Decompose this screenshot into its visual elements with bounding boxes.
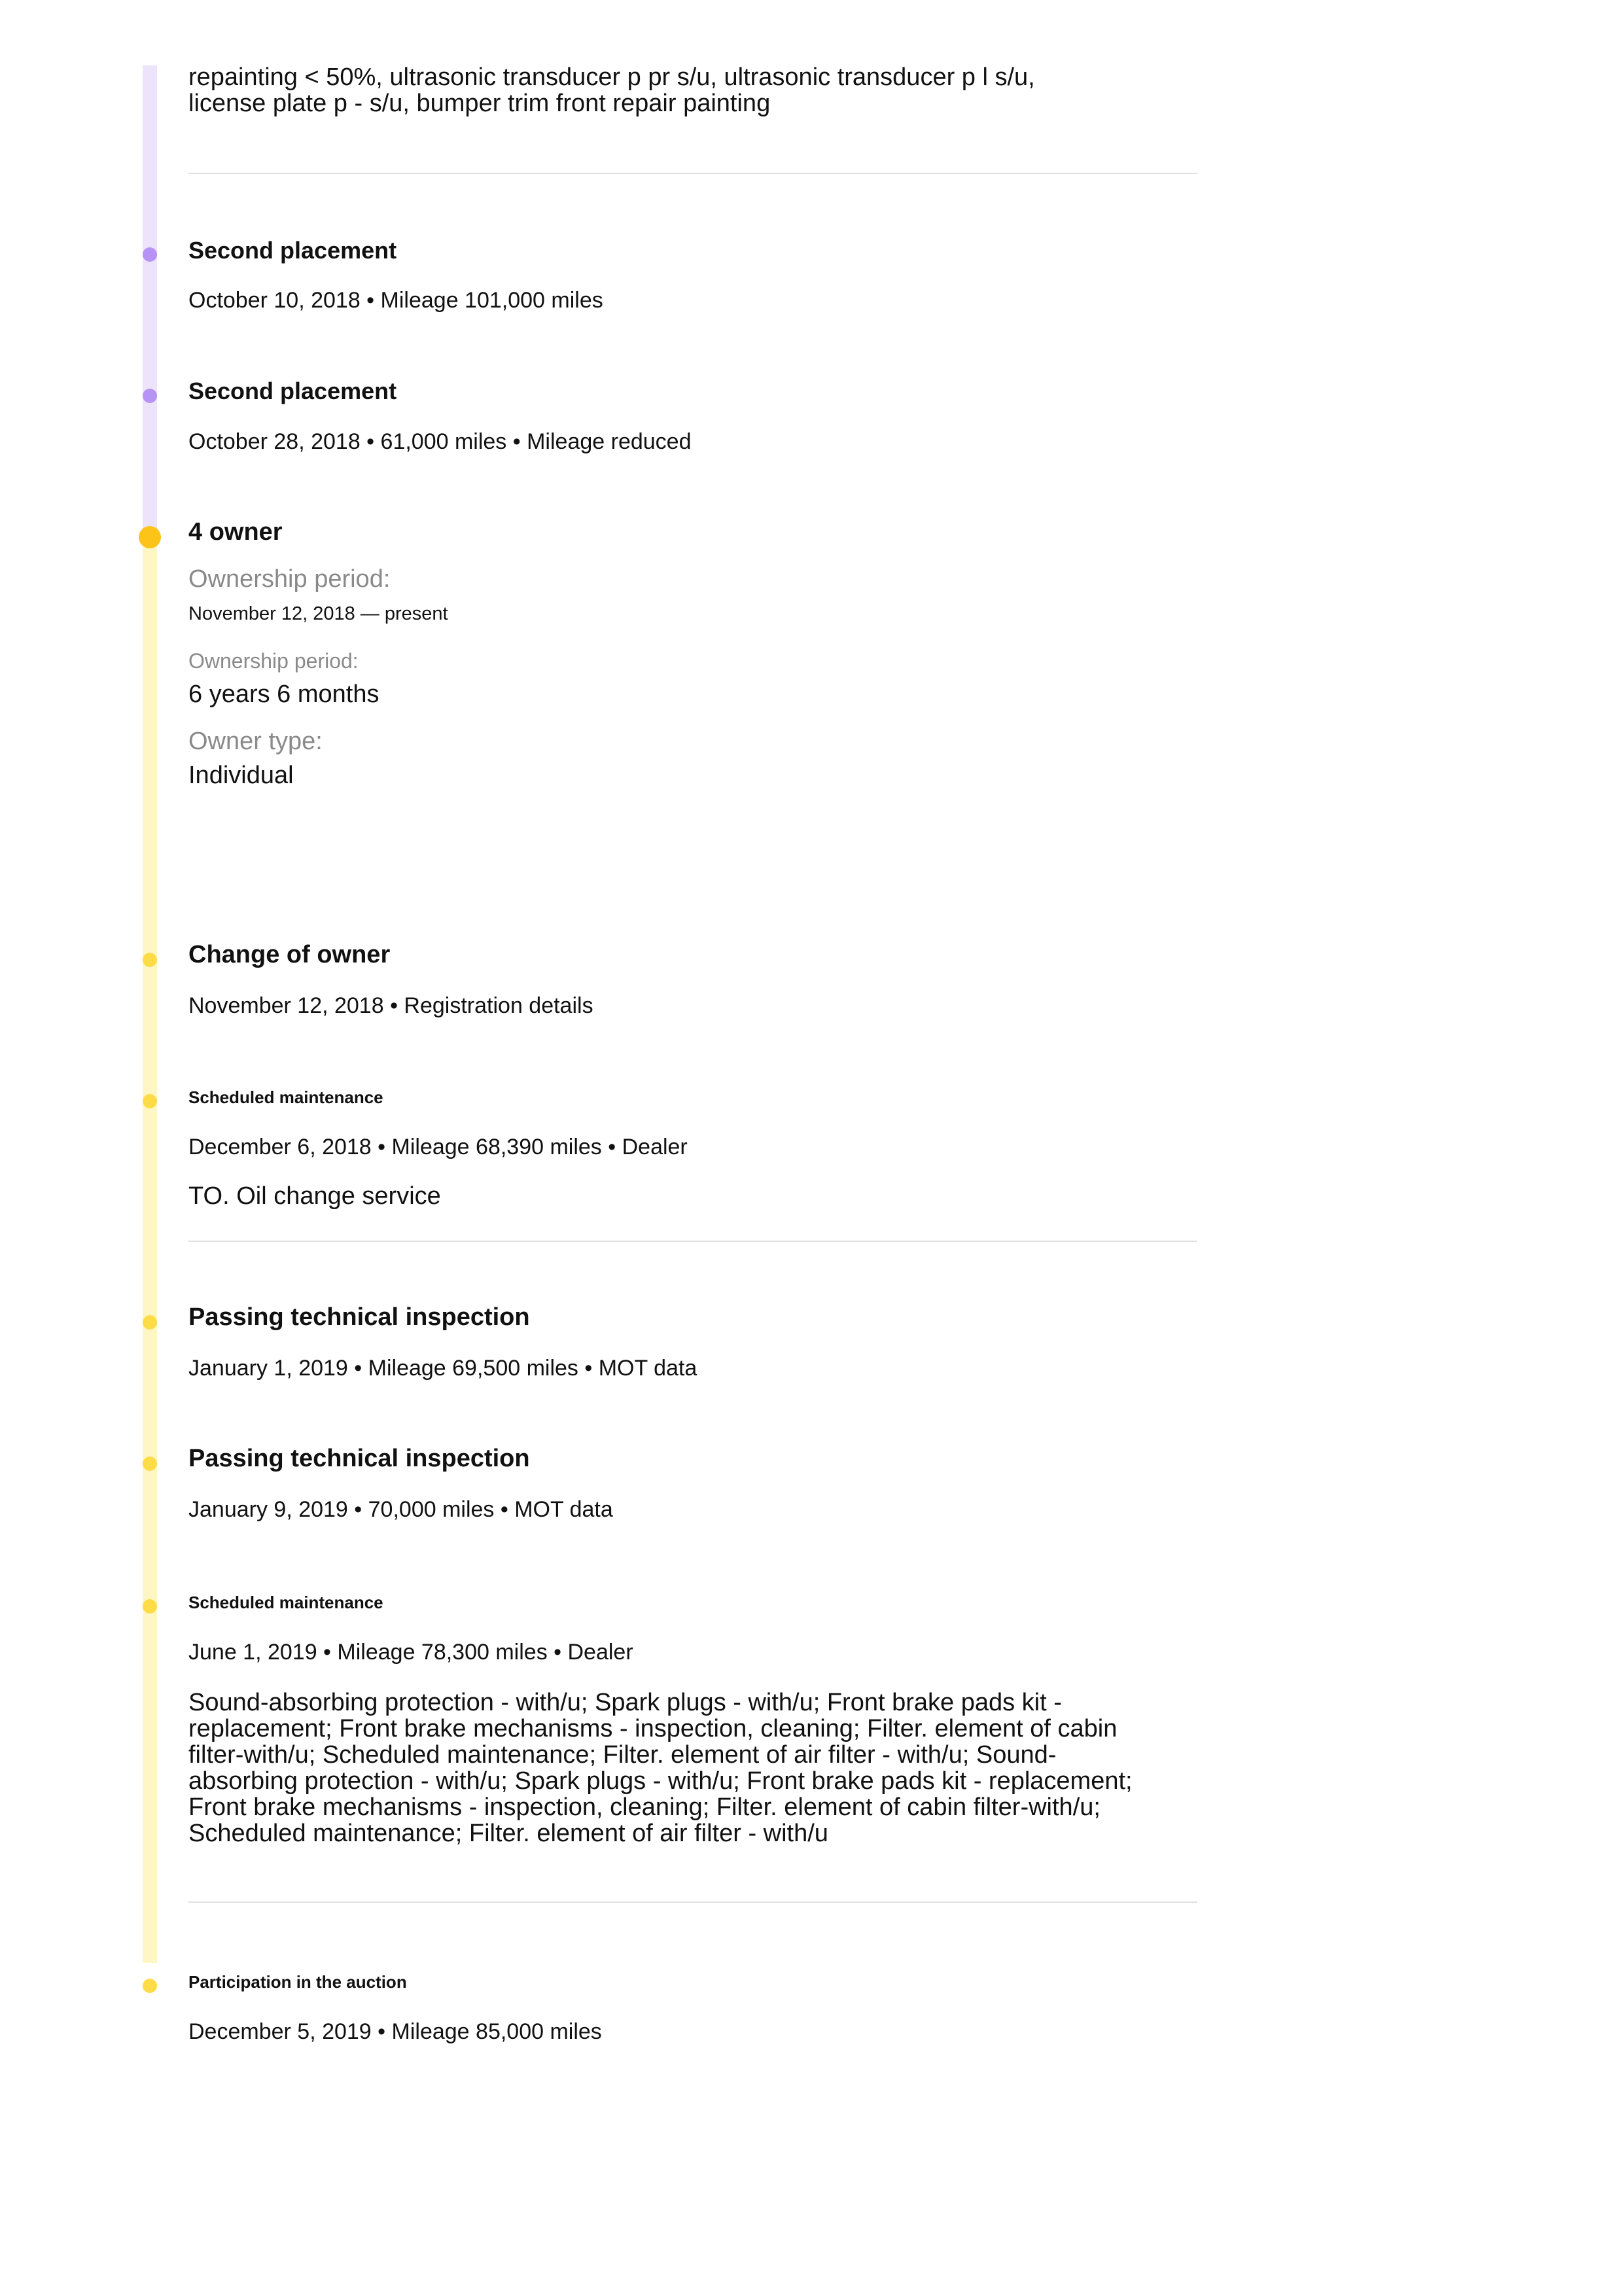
- timeline-dot-purple: [143, 389, 157, 403]
- timeline-dot-purple: [143, 247, 157, 262]
- event-meta: June 1, 2019 • Mileage 78,300 miles • Dealer: [188, 1640, 633, 1665]
- event-description-line: absorbing protection - with/u; Spark plugs - with/u; Front brake pads kit - replacement;: [188, 1767, 1133, 1795]
- ownership-period-value: November 12, 2018 — present: [188, 603, 448, 624]
- repair-details-line-1: repainting < 50%, ultrasonic transducer p pr s/u, ultrasonic transducer p l s/u,: [188, 63, 1035, 91]
- owner-marker-dot: [139, 526, 161, 548]
- timeline-dot-yellow: [143, 1315, 157, 1330]
- event-title: Scheduled maintenance: [188, 1593, 383, 1612]
- event-meta: December 5, 2019 • Mileage 85,000 miles: [188, 2019, 602, 2044]
- timeline-dot-yellow: [143, 1094, 157, 1108]
- event-title: Second placement: [188, 237, 397, 264]
- event-title: Passing technical inspection: [188, 1303, 530, 1331]
- event-title: Change of owner: [188, 941, 391, 968]
- timeline-dot-yellow: [143, 1979, 157, 1993]
- event-meta: January 9, 2019 • 70,000 miles • MOT data: [188, 1497, 613, 1522]
- ownership-duration-value: 6 years 6 months: [188, 680, 379, 708]
- event-meta: October 10, 2018 • Mileage 101,000 miles: [188, 288, 603, 313]
- event-title: Scheduled maintenance: [188, 1087, 383, 1107]
- timeline-dot-yellow: [143, 1457, 157, 1471]
- owner-type-label: Owner type:: [188, 728, 323, 755]
- timeline-dot-yellow: [143, 1599, 157, 1614]
- event-meta: December 6, 2018 • Mileage 68,390 miles • Dealer: [188, 1135, 688, 1159]
- event-title: Second placement: [188, 378, 397, 404]
- event-description-line: Sound-absorbing protection - with/u; Spark plugs - with/u; Front brake pads kit -: [188, 1689, 1062, 1716]
- owner-title: 4 owner: [188, 518, 283, 546]
- event-description-line: replacement; Front brake mechanisms - inspection, cleaning; Filter. element of cabin: [188, 1715, 1118, 1742]
- timeline-track-yellow: [143, 537, 157, 1963]
- event-description-line: Front brake mechanisms - inspection, cleaning; Filter. element of cabin filter-with/u;: [188, 1793, 1101, 1821]
- ownership-duration-label: Ownership period:: [188, 649, 359, 673]
- event-description-line: Scheduled maintenance; Filter. element of air filter - with/u: [188, 1820, 828, 1847]
- event-description-line: filter-with/u; Scheduled maintenance; Filter. element of air filter - with/u; Sound-: [188, 1741, 1057, 1769]
- timeline-track-purple: [143, 65, 157, 537]
- timeline-dot-yellow: [143, 953, 157, 967]
- divider: [188, 1901, 1197, 1903]
- event-meta: January 1, 2019 • Mileage 69,500 miles • MOT data: [188, 1356, 697, 1381]
- event-title: Passing technical inspection: [188, 1445, 530, 1472]
- event-meta: October 28, 2018 • 61,000 miles • Mileage reduced: [188, 429, 692, 454]
- owner-type-value: Individual: [188, 762, 294, 789]
- event-meta: November 12, 2018 • Registration details: [188, 993, 593, 1018]
- divider: [188, 173, 1197, 174]
- ownership-period-label: Ownership period:: [188, 565, 391, 593]
- event-title: Participation in the auction: [188, 1972, 407, 1992]
- repair-details-line-2: license plate p - s/u, bumper trim front repair painting: [188, 90, 771, 117]
- divider: [188, 1241, 1197, 1242]
- event-description: TO. Oil change service: [188, 1182, 441, 1210]
